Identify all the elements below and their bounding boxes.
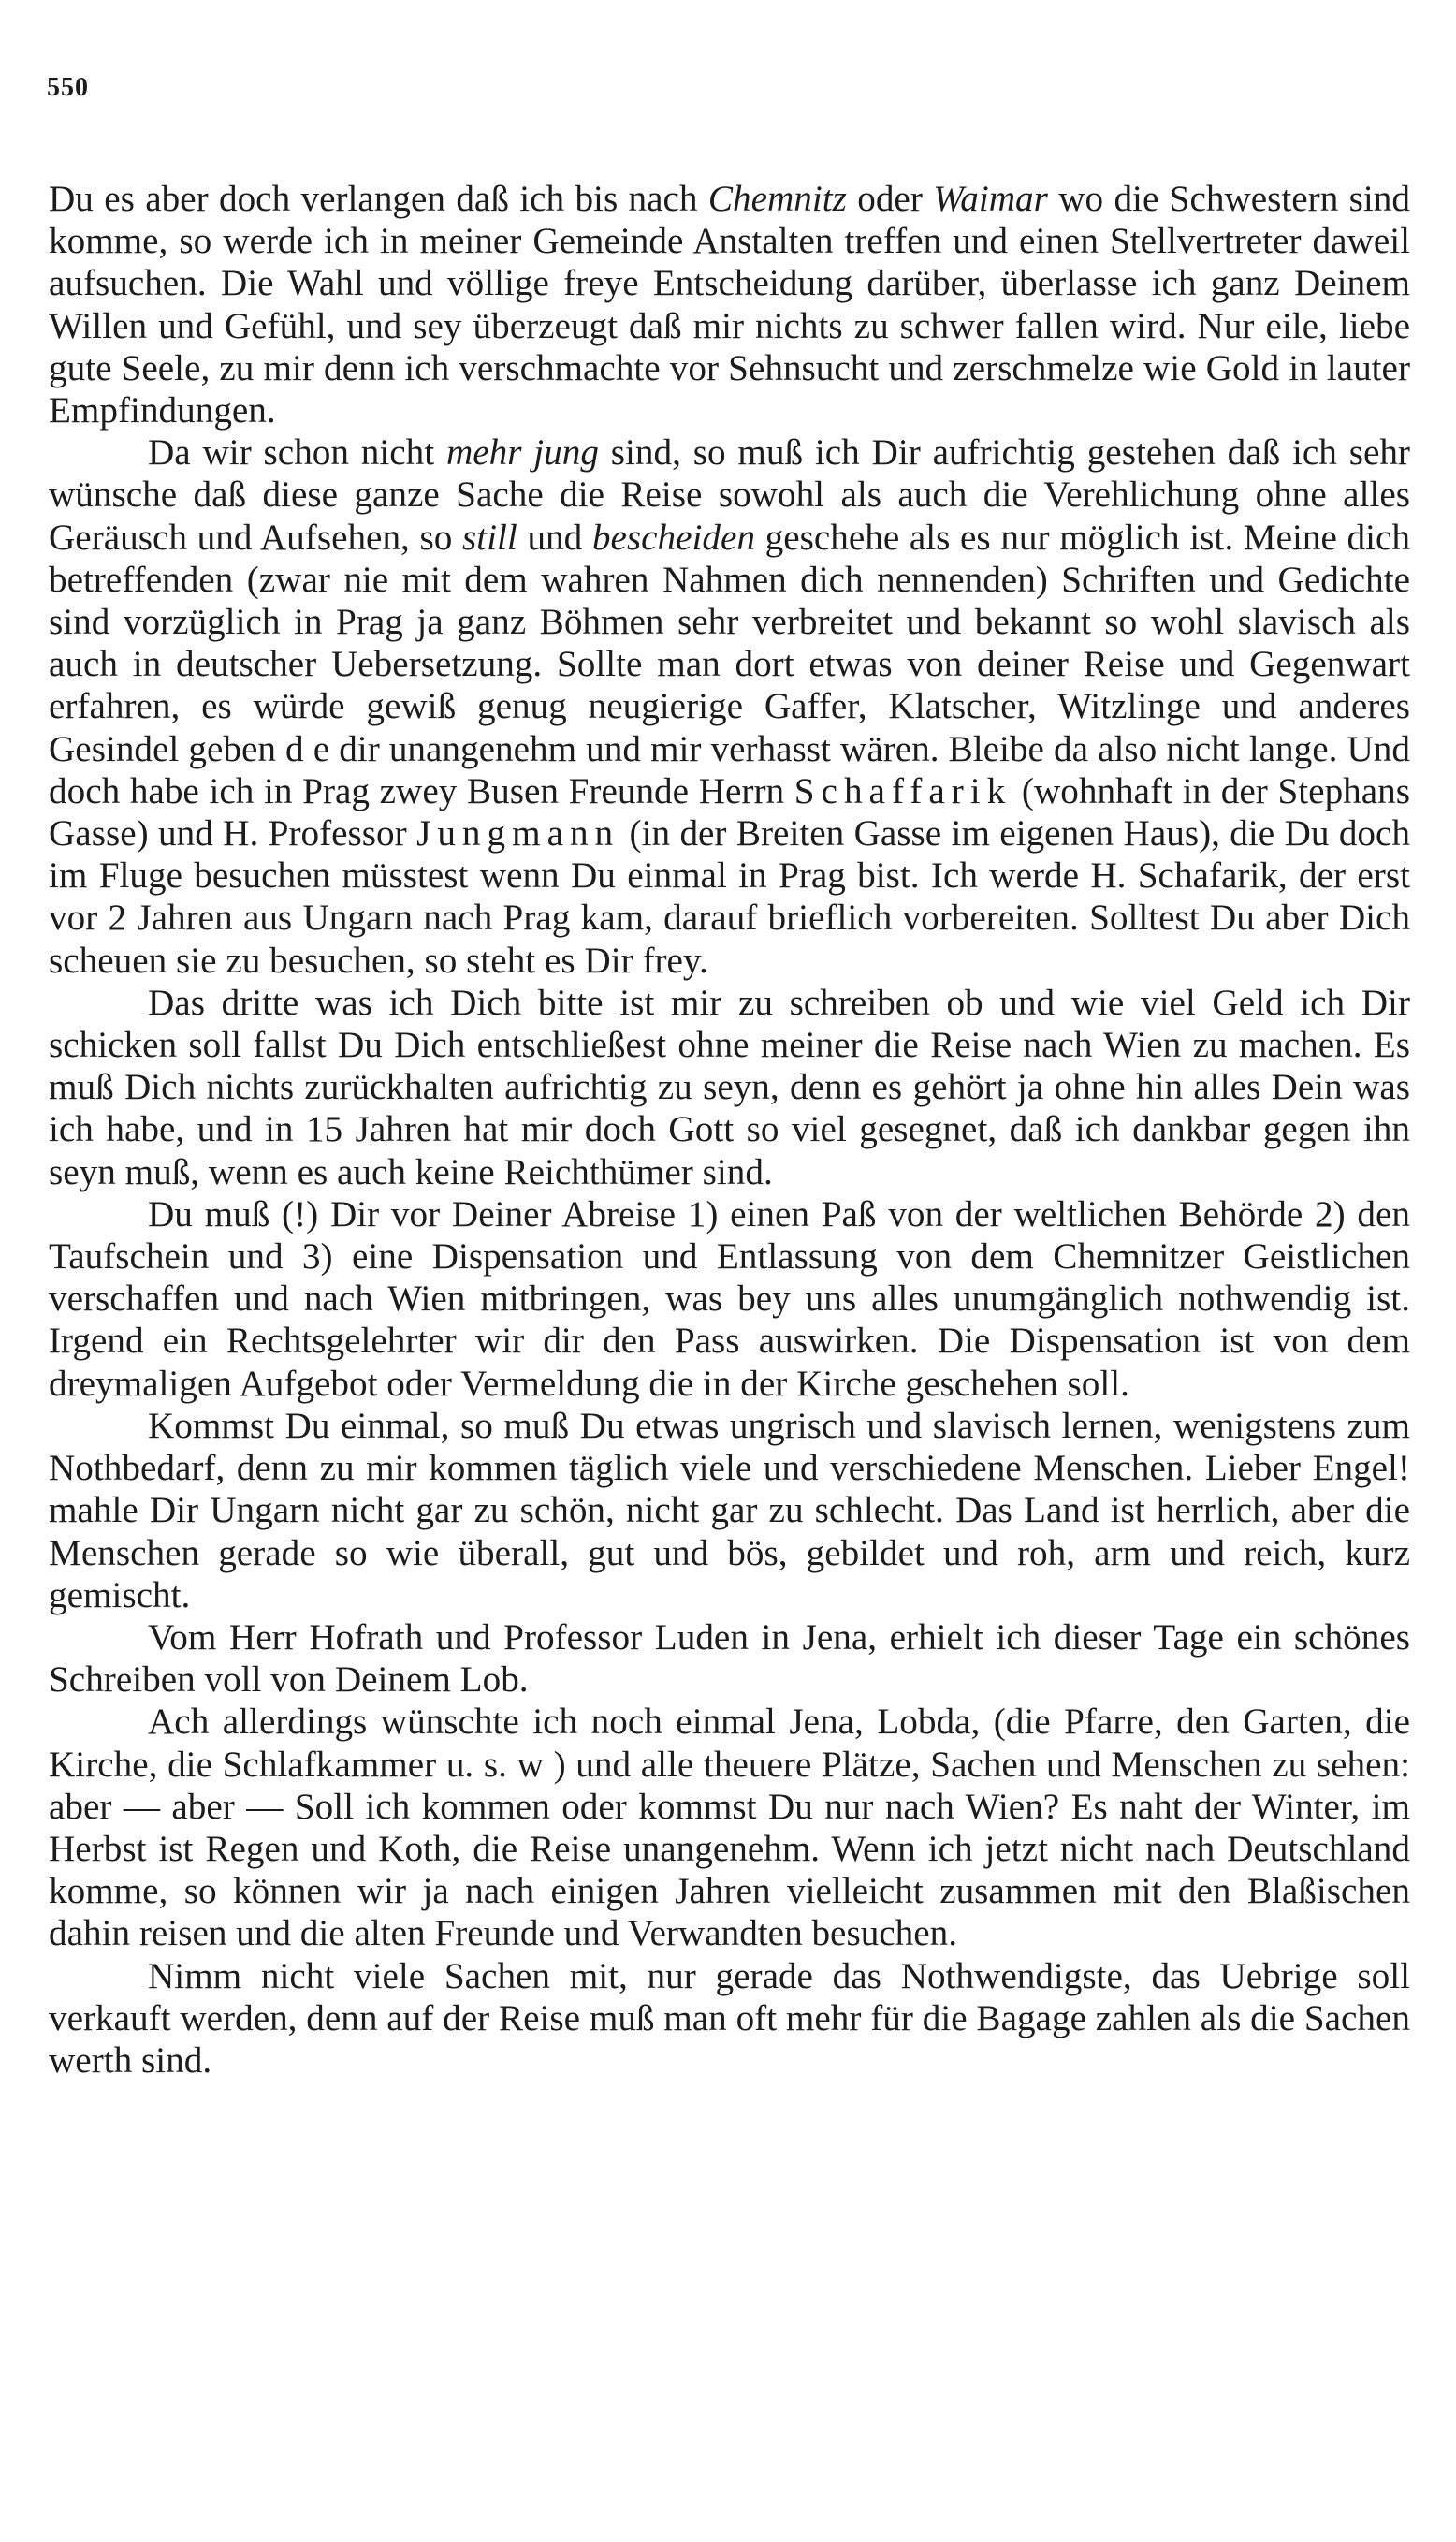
emphasized-text: still xyxy=(461,517,517,558)
text-run: Du muß (!) Dir vor Deiner Abreise 1) einen Paß von der weltlichen Behörde 2) den Taufschein und 3) eine Dispensation und Entlassung von dem Chemnitzer Geistlichen verschaffen und nach Wien mitbringen, was bey uns alles unumgänglich nothwendig ist. Irgend ein Rechtsgelehrter wir dir den Pass auswirken. Die Dispensation ist von dem dreymaligen Aufgebot oder Vermeldung die in der Kirche geschehen soll. xyxy=(49,1193,1410,1404)
text-run: Da wir schon nicht xyxy=(148,432,446,474)
spaced-name: Schaffarik xyxy=(794,770,1012,811)
paragraph xyxy=(49,1701,1410,1954)
paragraph xyxy=(49,982,1410,1193)
text-run: Nimm nicht viele Sachen mit, nur gerade das Nothwendigste, das Uebrige soll verkauft werden, denn auf der Reise muß man oft mehr für die Bagage zahlen als die Sachen werth sind. xyxy=(49,1955,1410,2081)
text-run: Kommst Du einmal, so muß Du etwas ungrisch und slavisch lernen, wenigstens zum Nothbedarf, denn zu mir kommen täglich viele und verschiedene Menschen. Lieber Engel! mahle Dir Ungarn nicht gar zu schön, nicht gar zu schlecht. Das Land ist herrlich, aber die Menschen gerade so wie überall, gut und bös, gebildet und roh, arm und reich, kurz gemischt. xyxy=(49,1405,1410,1615)
paragraph xyxy=(49,1193,1410,1405)
paragraph xyxy=(49,1405,1410,1616)
text-run: Ach allerdings wünschte ich noch einmal Jena, Lobda, (die Pfarre, den Garten, die Kirche, die Schlafkammer u. s. w ) und alle theuere Plätze, Sachen und Menschen zu sehen: aber — aber — Soll ich kommen oder kommst Du nur nach Wien? Es naht der Winter, im Herbst ist Regen und Koth, die Reise unangenehm. Wenn ich jetzt nicht nach Deutschland komme, so können wir ja nach einigen Jahren vielleicht zusammen mit den Blaßischen dahin reisen und die alten Freunde und Verwandten besuchen. xyxy=(49,1702,1410,1954)
page-number: 550 xyxy=(47,73,89,102)
letter-body xyxy=(49,178,1410,2082)
text-run: geschehe als es nur möglich ist. Meine dich betreffenden (zwar nie mit dem wahren Nahmen dich nennenden) Schriften und Gedichte sind vorzüglich in Prag ja ganz Böhmen sehr verbreitet und bekannt so wohl slavisch als auch in deutscher Uebersetzung. Sollte man dort etwas von deiner Reise und Gegenwart erfahren, es würde gewiß genug neugierige Gaffer, Klatscher, Witzlinge und anderes Gesindel geben d e dir unangenehm und mir verhasst wären. Bleibe da also nicht lange. Und doch habe ich in Prag zwey Busen Freunde Herrn xyxy=(49,517,1410,811)
emphasized-text: bescheiden xyxy=(591,517,755,558)
paragraph xyxy=(49,178,1410,431)
text-run: und xyxy=(517,517,592,558)
emphasized-text: mehr jung xyxy=(445,432,599,474)
text-run: Das dritte was ich Dich bitte ist mir zu schreiben ob und wie viel Geld ich Dir schicken soll fallst Du Dich entschließest ohne meiner die Reise nach Wien zu machen. Es muß Dich nichts zurückhalten aufrichtig zu seyn, denn es gehört ja ohne hin alles Dein was ich habe, und in 15 Jahren hat mir doch Gott so viel gesegnet, daß ich dankbar gegen ihn seyn muß, wenn es auch keine Reichthümer sind. xyxy=(49,982,1410,1192)
text-run: wo die Schwestern sind komme, so werde ich in meiner Gemeinde Anstalten treffen und einen Stellvertreter daweil aufsuchen. Die Wahl und völlige freye Entscheidung darüber, überlasse ich ganz Deinem Willen und Gefühl, und sey überzeugt daß mir nichts zu schwer fallen wird. Nur eile, liebe gute Seele, zu mir denn ich verschmachte vor Sehnsucht und zerschmelze wie Gold in lauter Empfindungen. xyxy=(49,179,1410,431)
emphasized-text: Chemnitz xyxy=(707,179,847,219)
text-run: sind, so muß ich Dir aufrichtig gestehen daß ich sehr wünsche daß diese ganze Sache die Reise sowohl als auch die Verehlichung ohne alles Geräusch und Aufsehen, so xyxy=(49,432,1410,558)
emphasized-text: Waimar xyxy=(933,179,1048,219)
text-run: (wohnhaft in der Stephans Gasse) und H. Professor xyxy=(49,770,1410,855)
paragraph xyxy=(49,431,1410,982)
spaced-name: Jungmann xyxy=(416,813,620,855)
paragraph xyxy=(49,1616,1410,1701)
paragraph xyxy=(49,1955,1410,2082)
text-run: oder xyxy=(846,179,934,219)
text-run: (in der Breiten Gasse im eigenen Haus), die Du doch im Fluge besuchen müsstest wenn Du einmal in Prag bist. Ich werde H. Schafarik, der erst vor 2 Jahren aus Ungarn nach Prag kam, darauf brieflich vorbereiten. Solltest Du aber Dich scheuen sie zu besuchen, so steht es Dir frey. xyxy=(49,813,1410,981)
text-run: Du es aber doch verlangen daß ich bis nach xyxy=(49,179,708,219)
text-run: Vom Herr Hofrath und Professor Luden in Jena, erhielt ich dieser Tage ein schönes Schreiben voll von Deinem Lob. xyxy=(49,1616,1410,1701)
